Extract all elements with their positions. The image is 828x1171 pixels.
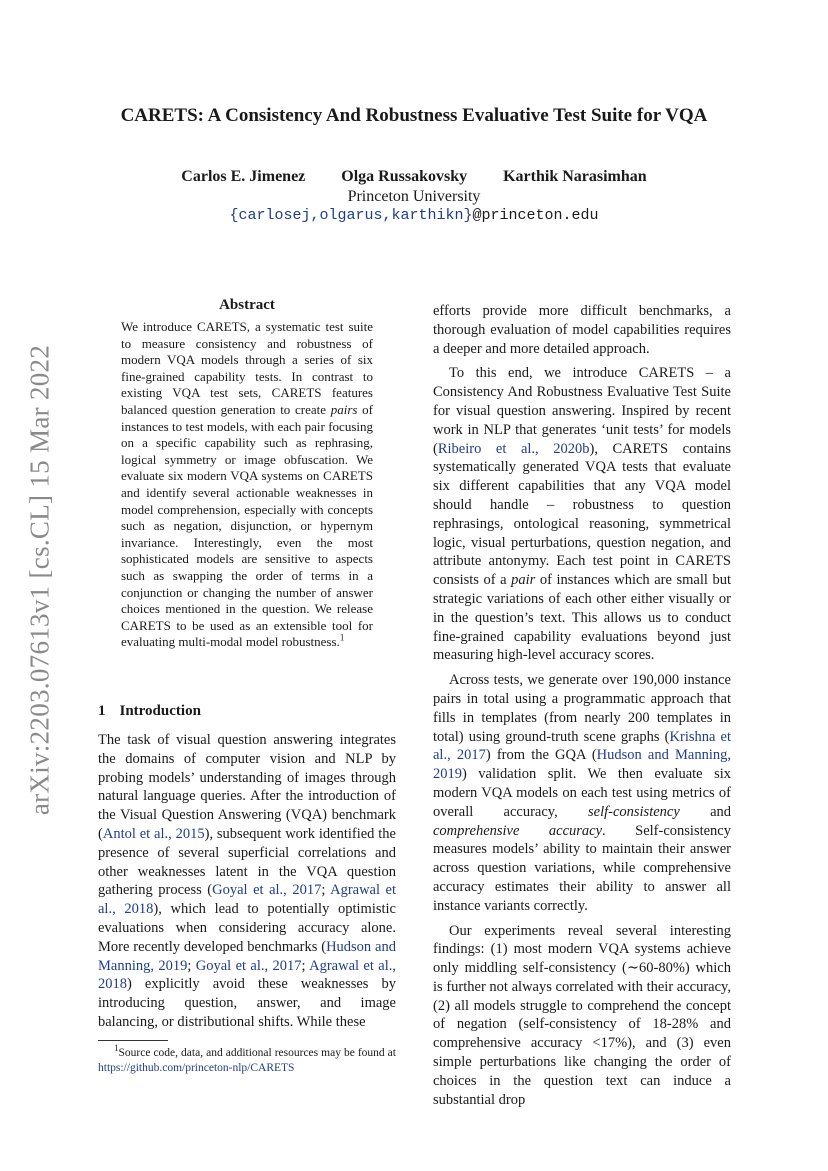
body-emphasis: comprehensive accuracy bbox=[433, 822, 603, 839]
author-name: Carlos E. Jimenez bbox=[181, 168, 306, 185]
arxiv-identifier bbox=[20, 260, 60, 900]
footnote-marker[interactable]: 1 bbox=[339, 632, 345, 643]
citation-link[interactable]: Krishna et al., 2017 bbox=[433, 728, 731, 764]
introduction-paragraph bbox=[98, 731, 396, 1032]
body-paragraph: Our experiments reveal several interesting findings: (1) most modern VQA systems achieve only middling self-consistency (∼60-80%) which is further not always correlated with their accuracy, (2) all models struggle to comprehend the concept of negation (self-consistency of 18-28% and comprehensive accuracy <17%), and (3) even simple perturbations like changing the order of choices in the question text can induce a substantial drop bbox=[433, 922, 731, 1108]
section-heading bbox=[98, 703, 201, 720]
body-text: ) validation split. We then evaluate six modern VQA models on each test using metrics of overall accuracy, bbox=[433, 766, 731, 820]
body-paragraph bbox=[433, 364, 731, 665]
body-text: ), which lead to potentially optimistic evaluations when considering accuracy alone. More recently developed benchmarks ( bbox=[98, 901, 396, 955]
citation-link[interactable]: Hudson and Manning, 2019 bbox=[433, 747, 731, 783]
footnote-rule bbox=[98, 1040, 168, 1041]
citation-link[interactable]: Hudson and Manning, 2019 bbox=[98, 938, 396, 974]
section-number: 1 bbox=[98, 703, 106, 719]
email-domain: @princeton.edu bbox=[472, 207, 599, 224]
body-text: ), CARETS contains systematically generated VQA tests that evaluate six different capabilities that any VQA model should handle – robustness to question rephrasings, ontological reasoning, symmetrical logic, visual perturbations, question negation, and attribute antonymy. Each test point in CARETS consists of a bbox=[433, 440, 731, 589]
abstract-text: We introduce CARETS, a systematic test suite to measure consistency and robustness of modern VQA models through a series of six fine-grained capability tests. In contrast to existing VQA test sets, CARETS features balanced question generation to create bbox=[121, 319, 373, 417]
email-users[interactable]: {carlosej,olgarus,karthikn} bbox=[229, 207, 473, 224]
body-text: ), subsequent work identified the presence of several superficial correlations and other weaknesses latent in the VQA question gathering process ( bbox=[98, 825, 396, 899]
arxiv-identifier-text: arXiv:2203.07613v1 [cs.CL] 15 Mar 2022 bbox=[24, 344, 55, 816]
body-text: ; bbox=[301, 957, 310, 974]
body-text: ; bbox=[321, 882, 331, 899]
citation-link[interactable]: Goyal et al., 2017 bbox=[195, 957, 302, 974]
citation-link[interactable]: Agrawal et al., 2018 bbox=[98, 957, 396, 993]
citation-link[interactable]: Ribeiro et al., 2020b bbox=[437, 440, 590, 457]
body-text: Across tests, we generate over 190,000 instance pairs in total using a programmatic approach that fills in templates (from nearly 200 templates in total) using ground-truth scene graphs ( bbox=[433, 672, 731, 745]
footnote-url[interactable]: https://github.com/princeton-nlp/CARETS bbox=[98, 1061, 295, 1074]
body-text: ) explicitly avoid these weaknesses by introducing question, answer, and image balancing, or distributional shifts. While these bbox=[98, 976, 396, 1030]
body-text: ) from the GQA ( bbox=[485, 747, 597, 764]
author-emails[interactable] bbox=[80, 207, 748, 224]
abstract-body bbox=[121, 319, 373, 651]
body-text: To this end, we introduce CARETS – a Consistency And Robustness Evaluative Test Suite for visual question answering. Inspired by recent work in NLP that generates ‘unit tests’ for models ( bbox=[433, 365, 731, 457]
body-text: and bbox=[679, 803, 731, 820]
body-paragraph: efforts provide more difficult benchmarks, a thorough evaluation of model capabilities requires a deeper and more detailed approach. bbox=[433, 303, 731, 357]
paper-title: CARETS: A Consistency And Robustness Evaluative Test Suite for VQA bbox=[120, 105, 708, 126]
citation-link[interactable]: Goyal et al., 2017 bbox=[212, 882, 322, 899]
body-text: ; bbox=[187, 957, 196, 974]
author-list bbox=[80, 168, 748, 186]
body-text: The task of visual question answering integrates the domains of computer vision and NLP by probing models’ understanding of images through natural language queries. After the introduction of the Visual Question Answering (VQA) benchmark ( bbox=[98, 732, 396, 842]
affiliation: Princeton University bbox=[347, 188, 481, 205]
citation-link[interactable]: Agrawal et al., 2018 bbox=[98, 882, 397, 918]
abstract-emphasis: pairs bbox=[330, 401, 358, 417]
body-text: . Self-consistency measures models’ ability to maintain their answer across question variations, while comprehensive accuracy estimates their ability to answer all instance variants correctly. bbox=[433, 822, 731, 914]
abstract-text: of instances to test models, with each pair focusing on a specific capability such as rephrasing, logical symmetry or image obfuscation. We evaluate six modern VQA systems on CARETS and identify several actionable weaknesses in model comprehension, especially with concepts such as negation, disjunction, or hypernym invariance. Interestingly, even the most sophisticated models are sensitive to aspects such as swapping the order of terms in a conjunction or changing the number of answer choices mentioned in the question. We release CARETS to be used as an extensible tool for evaluating multi-modal model robustness. bbox=[121, 401, 373, 650]
body-paragraph bbox=[433, 671, 731, 915]
footnote-text: Source code, data, and additional resources may be found at bbox=[118, 1047, 396, 1059]
body-emphasis: self-consistency bbox=[587, 803, 680, 820]
abstract-heading: Abstract bbox=[219, 297, 275, 313]
footnote-number: 1 bbox=[114, 1043, 119, 1054]
body-text: of instances which are small but strategic variations of each other either visually or in the question’s text. This allows us to conduct fine-grained capability evaluations beyond just measuring high-level accuracy scores. bbox=[433, 572, 732, 664]
section-title: Introduction bbox=[119, 703, 201, 719]
footnote bbox=[98, 1043, 396, 1075]
right-column bbox=[433, 302, 731, 1115]
body-emphasis: pair bbox=[511, 572, 536, 589]
author-name: Olga Russakovsky bbox=[341, 168, 468, 185]
citation-link[interactable]: Antol et al., 2015 bbox=[102, 825, 205, 842]
author-name: Karthik Narasimhan bbox=[503, 168, 647, 185]
